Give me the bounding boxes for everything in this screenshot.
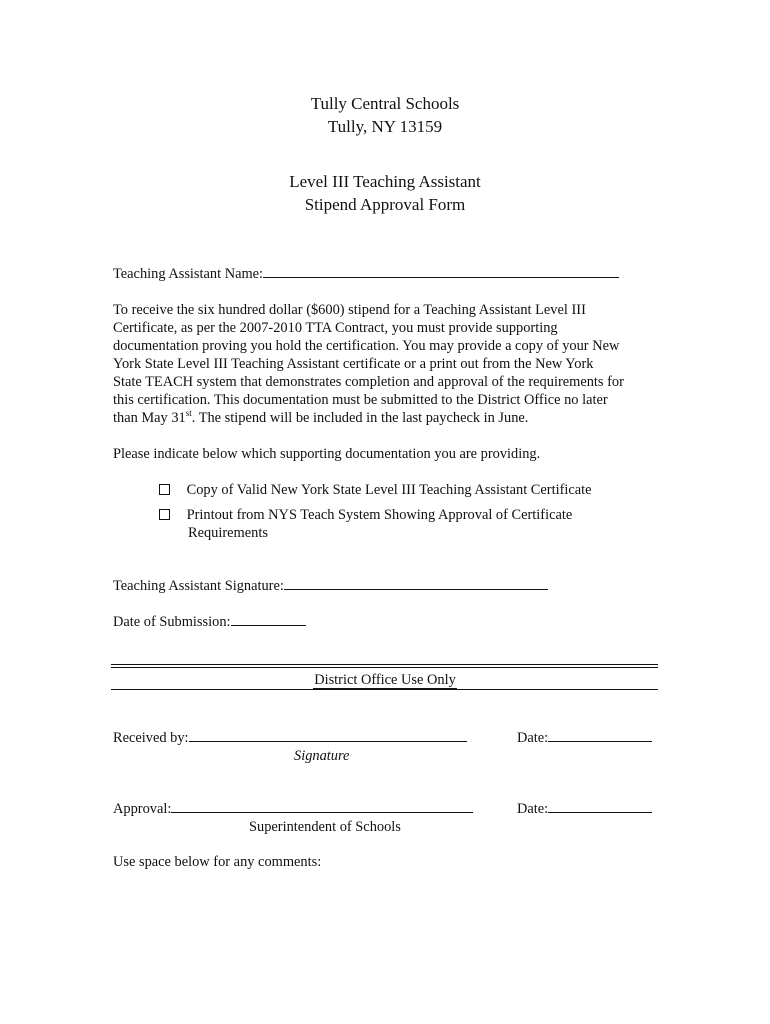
signature-label: Teaching Assistant Signature: xyxy=(113,578,284,594)
instructions-paragraph xyxy=(113,301,624,427)
received-date-input-line[interactable] xyxy=(548,740,652,742)
approval-date-field xyxy=(517,800,652,818)
form-title-line-2: Stipend Approval Form xyxy=(304,195,466,214)
instructions-line: York State Level III Teaching Assistant certificate or a print out from the New York xyxy=(113,356,594,372)
comments-area[interactable] xyxy=(113,876,658,996)
signature-input-line[interactable] xyxy=(284,588,548,590)
name-input-line[interactable] xyxy=(263,276,619,278)
instructions-line: State TEACH system that demonstrates completion and approval of the requirements for xyxy=(113,374,624,390)
received-by-field xyxy=(113,729,467,747)
divider-top-2 xyxy=(111,667,658,668)
instructions-line: Certificate, as per the 2007-2010 TTA Contract, you must provide supporting xyxy=(113,320,558,336)
checkbox-printout[interactable] xyxy=(159,509,170,520)
instructions-line: To receive the six hundred dollar ($600) stipend for a Teaching Assistant Level III xyxy=(113,302,586,318)
indicate-text: Please indicate below which supporting documentation you are providing. xyxy=(113,446,541,462)
approval-input-line[interactable] xyxy=(171,811,473,813)
instructions-last-line: than May 31st. The stipend will be included in the last paycheck in June. xyxy=(113,408,529,426)
approval-label: Approval: xyxy=(113,801,172,817)
name-field xyxy=(113,265,619,283)
signature-caption: Signature xyxy=(294,748,350,764)
received-by-input-line[interactable] xyxy=(189,740,467,742)
option-certificate xyxy=(159,481,592,499)
divider-top-1 xyxy=(111,664,658,665)
instructions-line: documentation proving you hold the certification. You may provide a copy of your New xyxy=(113,338,620,354)
superintendent-caption: Superintendent of Schools xyxy=(249,819,401,835)
option-printout-label: Printout from NYS Teach System Showing Approval of Certificate xyxy=(186,507,573,523)
submission-date-label: Date of Submission: xyxy=(113,614,231,630)
instructions-line: this certification. This documentation must be submitted to the District Office no later xyxy=(113,392,608,408)
received-by-label: Received by: xyxy=(113,730,189,746)
submission-date-input-line[interactable] xyxy=(231,624,306,626)
comments-label: Use space below for any comments: xyxy=(113,854,322,870)
approval-date-input-line[interactable] xyxy=(548,811,652,813)
checkbox-certificate[interactable] xyxy=(159,484,170,495)
approval-field xyxy=(113,800,473,818)
signature-field xyxy=(113,577,548,595)
divider-bottom xyxy=(111,689,658,690)
option-certificate-label: Copy of Valid New York State Level III Teaching Assistant Certificate xyxy=(186,482,592,498)
received-date-field xyxy=(517,729,652,747)
submission-date-field xyxy=(113,613,306,631)
option-printout xyxy=(159,506,572,524)
form-title-line-1: Level III Teaching Assistant xyxy=(289,172,481,191)
name-label: Teaching Assistant Name: xyxy=(113,266,264,282)
option-printout-label-cont: Requirements xyxy=(188,525,268,541)
received-date-label: Date: xyxy=(517,730,549,746)
school-name: Tully Central Schools xyxy=(310,94,460,113)
approval-date-label: Date: xyxy=(517,801,549,817)
district-office-heading: District Office Use Only xyxy=(314,672,456,688)
school-location: Tully, NY 13159 xyxy=(327,117,443,136)
